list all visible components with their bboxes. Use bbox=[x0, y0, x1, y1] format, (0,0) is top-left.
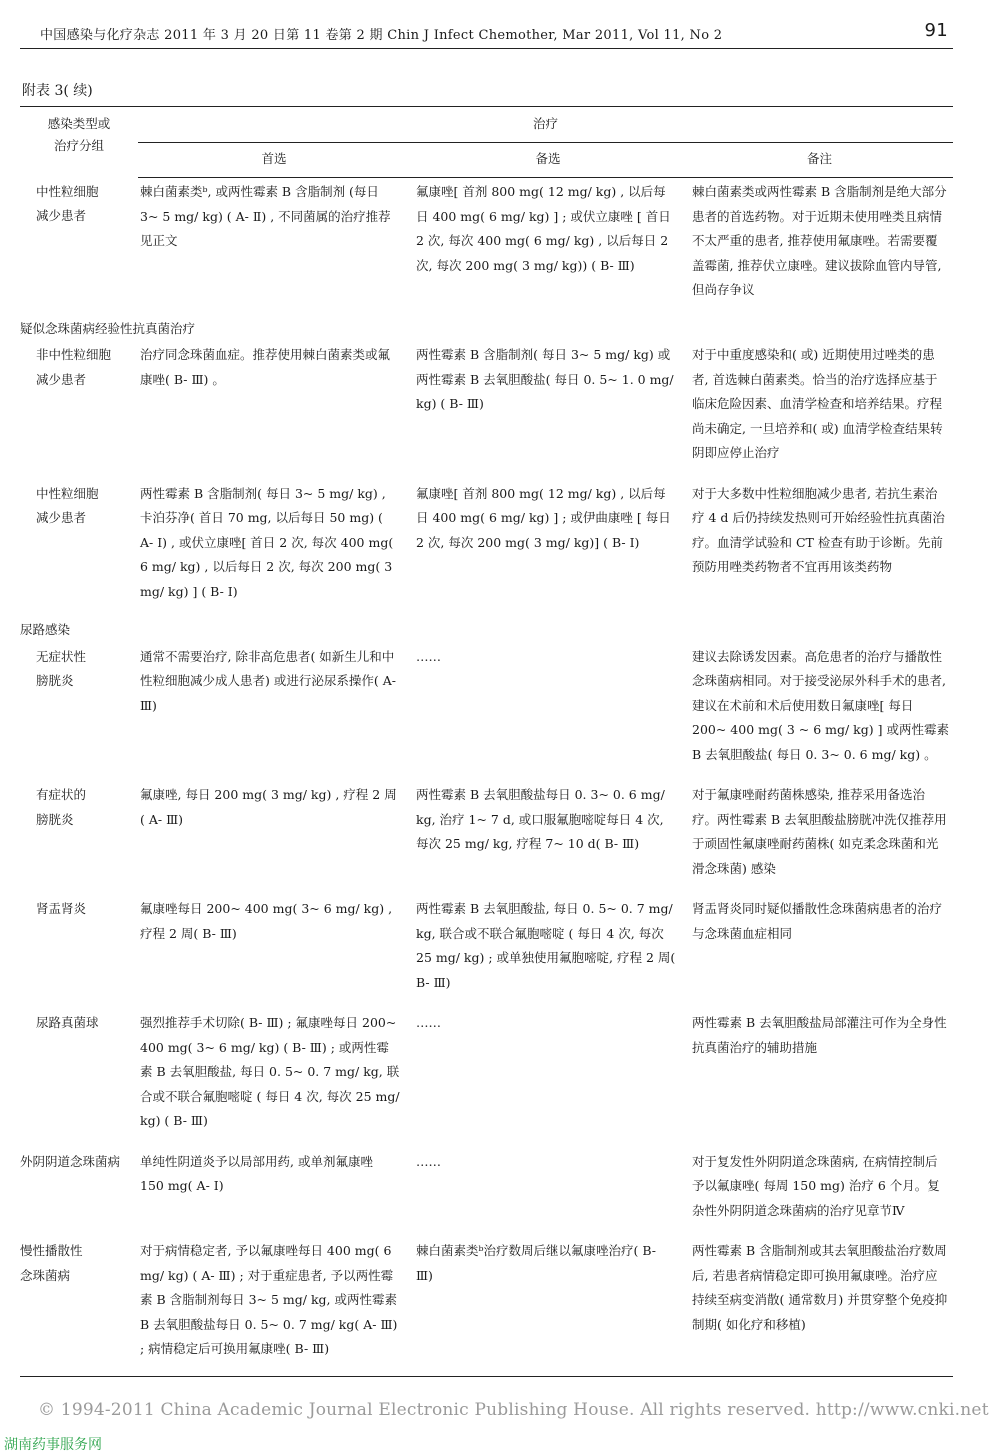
remarks-cell: 对于复发性外阴阴道念珠菌病, 在病情控制后予以氟康唑( 每周 150 mg) 治疗 6 个月。复杂性外阴阴道念珠菌病的治疗见章节Ⅳ bbox=[692, 1153, 940, 1218]
table-row bbox=[20, 480, 953, 619]
alternative-cell: 两性霉素 B 含脂制剂( 每日 3~ 5 mg/ kg) 或两性霉素 B 去氧胆酸盐( 每日 0. 5~ 1. 0 mg/ kg) ( B- Ⅲ) bbox=[416, 347, 674, 411]
first-choice-cell: 氟康唑, 每日 200 mg( 3 mg/ kg) , 疗程 2 周( A- Ⅲ) bbox=[140, 787, 397, 827]
header-infection-type: 感染类型或 治疗分组 bbox=[20, 107, 138, 178]
infection-group-cell: 中性粒细胞 减少患者 bbox=[36, 485, 99, 525]
category-label: 尿路感染 bbox=[20, 622, 71, 637]
alternative-cell: 氟康唑[ 首剂 800 mg( 12 mg/ kg) , 以后每日 400 mg( 6 mg/ kg) ] ; 或伊曲康唑 [ 每日 2 次, 每次 200 mg( 3 mg/ kg)] ( B- Ⅰ) bbox=[416, 485, 671, 550]
remarks-cell: 对于中重度感染和( 或) 近期使用过唑类的患者, 首选棘白菌素类。恰当的治疗选择应基于临床危险因素、血清学检查和培养结果。疗程尚未确定, 一旦培养和( 或) 血清学检查结果转阴即应停止治疗 bbox=[692, 347, 943, 460]
table-row bbox=[20, 1009, 953, 1148]
remarks-cell: 两性霉素 B 含脂制剂或其去氧胆酸盐治疗数周后, 若患者病情稳定即可换用氟康唑。治疗应持续至病变消散( 通常数月) 并贯穿整个免疫抑制期( 如化疗和移植) bbox=[686, 1237, 953, 1376]
infection-group-cell: 慢性播散性 念珠菌病 bbox=[20, 1237, 138, 1376]
alternative-cell: 棘白菌素类ᵇ治疗数周后继以氟康唑治疗( B- Ⅲ) bbox=[410, 1237, 686, 1376]
remarks-cell: 建议去除诱发因素。高危患者的治疗与播散性念珠菌病相同。对于接受泌尿外科手术的患者, 建议在术前和术后使用数日氟康唑[ 每日 200~ 400 mg( 3 ~ 6 mg/ kg) ] 或两性霉素 B 去氧胆酸盐( 每日 0. 3~ 0. 6 mg/ kg) 。 bbox=[692, 648, 949, 762]
first-choice-cell: 强烈推荐手术切除( B- Ⅲ) ; 氟康唑每日 200~ 400 mg( 3~ 6 mg/ kg) ( B- Ⅲ) ; 或两性霉素 B 去氧胆酸盐, 每日 0. 5~ 0. 7 mg/ kg, 联合或不联合氟胞嘧啶 ( 每日 4 次, 每次 25 mg/ kg) ( B- Ⅲ) bbox=[140, 1015, 400, 1128]
page-number: 91 bbox=[924, 20, 948, 41]
header-remarks: 备注 bbox=[686, 143, 953, 178]
journal-citation: 中国感染与化疗杂志 2011 年 3 月 20 日第 11 卷第 2 期 Chin J Infect Chemother, Mar 2011, Vol 11, No 2 bbox=[40, 28, 723, 43]
first-choice-cell: 单纯性阴道炎予以局部用药, 或单剂氟康唑 150 mg( A- Ⅰ) bbox=[140, 1153, 373, 1193]
alternative-cell: 两性霉素 B 去氧胆酸盐, 每日 0. 5~ 0. 7 mg/ kg, 联合或不联合氟胞嘧啶 ( 每日 4 次, 每次 25 mg/ kg) ; 或单独使用氟胞嘧啶, 疗程 2 周( B- Ⅲ) bbox=[416, 901, 676, 990]
table-row bbox=[20, 178, 953, 317]
alternative-cell: …… bbox=[416, 1015, 441, 1030]
alternative-cell: …… bbox=[416, 648, 441, 664]
table-row bbox=[20, 341, 953, 480]
table-row bbox=[20, 1148, 953, 1238]
remarks-cell: 棘白菌素类或两性霉素 B 含脂制剂是绝大部分患者的首选药物。对于近期未使用唑类且病情不太严重的患者, 推荐使用氟康唑。若需要覆盖霉菌, 推荐伏立康唑。建议拔除血管内导管, 但尚存争议 bbox=[692, 184, 947, 297]
treatment-table bbox=[20, 106, 953, 1377]
first-choice-cell: 两性霉素 B 含脂制剂( 每日 3~ 5 mg/ kg) , 卡泊芬净( 首日 70 mg, 以后每日 50 mg) ( A- Ⅰ) , 或伏立康唑[ 首日 2 次, 每次 400 mg( 6 mg/ kg) , 以后每日 2 次, 每次 200 mg( 3 mg/ kg) ] ( B- Ⅰ) bbox=[140, 485, 394, 599]
copyright-footer: © 1994-2011 China Academic Journal Electronic Publishing House. All rights reserved. http://www.cnki.net bbox=[38, 1400, 989, 1420]
infection-group-cell: 有症状的 膀胱炎 bbox=[36, 787, 87, 827]
infection-group-cell: 非中性粒细胞 减少患者 bbox=[36, 347, 112, 387]
first-choice-cell: 通常不需要治疗, 除非高危患者( 如新生儿和中性粒细胞减少成人患者) 或进行泌尿系操作( A- Ⅲ) bbox=[140, 648, 396, 713]
table-body bbox=[20, 178, 953, 1377]
header-treatment: 治疗 bbox=[138, 107, 953, 143]
infection-group-cell: 肾盂肾炎 bbox=[36, 901, 87, 916]
first-choice-cell: 棘白菌素类ᵇ, 或两性霉素 B 含脂制剂 (每日 3~ 5 mg/ kg) ( A- Ⅱ) , 不同菌属的治疗推荐见正文 bbox=[140, 184, 391, 248]
category-row bbox=[20, 618, 953, 643]
site-watermark: 湖南药事服务网 bbox=[4, 1437, 102, 1453]
first-choice-cell: 氟康唑每日 200~ 400 mg( 3~ 6 mg/ kg) , 疗程 2 周( B- Ⅲ) bbox=[140, 901, 393, 941]
header-rule bbox=[20, 48, 953, 49]
remarks-cell: 对于大多数中性粒细胞减少患者, 若抗生素治疗 4 d 后仍持续发热则可开始经验性抗真菌治疗。血清学试验和 CT 检查有助于诊断。先前预防用唑类药物者不宜再用该类药物 bbox=[692, 485, 945, 574]
infection-group-cell: 中性粒细胞 减少患者 bbox=[36, 183, 99, 223]
alternative-cell: 氟康唑[ 首剂 800 mg( 12 mg/ kg) , 以后每日 400 mg( 6 mg/ kg) ] ; 或伏立康唑 [ 首日 2 次, 每次 400 mg( 6 mg/ kg) , 以后每日 2 次, 每次 200 mg( 3 mg/ kg)) ( B- Ⅲ) bbox=[416, 184, 671, 273]
alternative-cell: …… bbox=[416, 1153, 441, 1169]
table-row bbox=[20, 643, 953, 782]
table-row bbox=[20, 781, 953, 895]
infection-group-cell: 外阴阴道念珠菌病 bbox=[20, 1153, 121, 1169]
remarks-cell: 两性霉素 B 去氧胆酸盐局部灌注可作为全身性抗真菌治疗的辅助措施 bbox=[692, 1015, 947, 1055]
category-label: 疑似念珠菌病经验性抗真菌治疗 bbox=[20, 320, 196, 336]
remarks-cell: 对于氟康唑耐药菌株感染, 推荐采用备选治疗。两性霉素 B 去氧胆酸盐膀胱冲洗仅推荐用于顽固性氟康唑耐药菌株( 如克柔念珠菌和光滑念珠菌) 感染 bbox=[692, 787, 947, 876]
first-choice-cell: 对于病情稳定者, 予以氟康唑每日 400 mg( 6 mg/ kg) ( A- Ⅲ) ; 对于重症患者, 予以两性霉素 B 含脂制剂每日 3~ 5 mg/ kg, 或两性霉素 B 去氧胆酸盐每日 0. 5~ 0. 7 mg/ kg( A- Ⅲ) ; 病情稳定后可换用氟康唑( B- Ⅲ) bbox=[138, 1237, 410, 1376]
header-first-choice: 首选 bbox=[138, 143, 410, 178]
infection-group-cell: 尿路真菌球 bbox=[36, 1015, 99, 1030]
running-header bbox=[20, 22, 960, 48]
header-alternative: 备选 bbox=[410, 143, 686, 178]
first-choice-cell: 治疗同念珠菌血症。推荐使用棘白菌素类或氟康唑( B- Ⅲ) 。 bbox=[140, 347, 391, 387]
table-row bbox=[20, 895, 953, 1009]
remarks-cell: 肾盂肾炎同时疑似播散性念珠菌病患者的治疗与念珠菌血症相同 bbox=[692, 901, 943, 941]
alternative-cell: 两性霉素 B 去氧胆酸盐每日 0. 3~ 0. 6 mg/ kg, 治疗 1~ 7 d, 或口服氟胞嘧啶每日 4 次, 每次 25 mg/ kg, 疗程 7~ 10 d( B- Ⅲ) bbox=[416, 787, 665, 851]
infection-group-cell: 无症状性 膀胱炎 bbox=[36, 648, 87, 688]
table-row bbox=[20, 1237, 953, 1376]
category-row bbox=[20, 317, 953, 342]
table-caption: 附表 3( 续) bbox=[22, 83, 93, 99]
